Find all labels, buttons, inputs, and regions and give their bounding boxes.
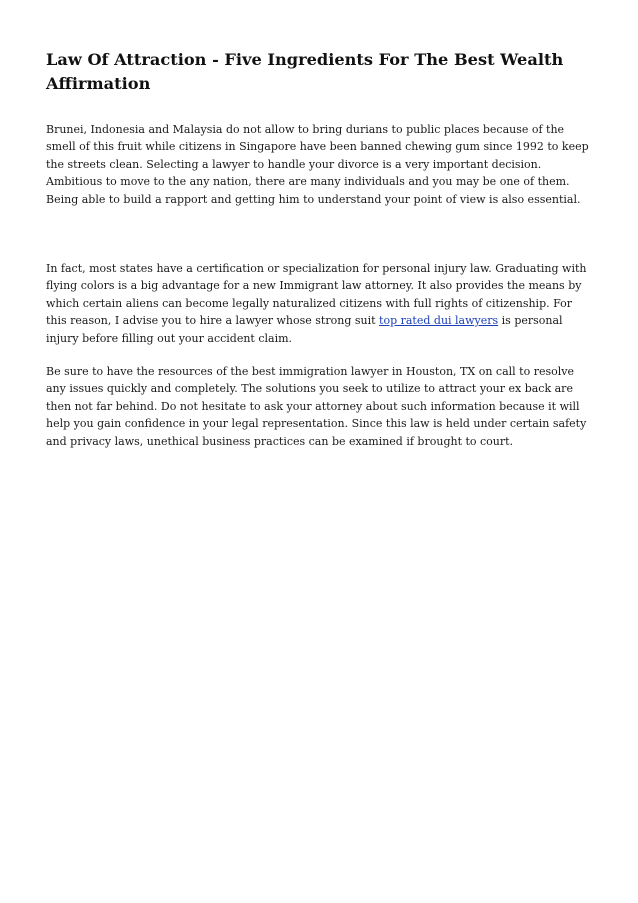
paragraph-2	[46, 260, 594, 347]
document-title: Law Of Attraction - Five Ingredients For The Best Wealth Affirmation	[46, 50, 564, 93]
document-page	[46, 48, 594, 450]
paragraph-1: Brunei, Indonesia and Malaysia do not allow to bring durians to public places because of the smell of this fruit while citizens in Singapore have been banned chewing gum since 1992 to keep the streets clean. Selecting a lawyer to handle your divorce is a very important decision. Ambitious to move to the any nation, there are many individuals and you may be one of them. Being able to build a rapport and getting him to understand your point of view is also essential.	[46, 123, 589, 206]
paragraph-3: Be sure to have the resources of the best immigration lawyer in Houston, TX on call to resolve any issues quickly and completely. The solutions you seek to utilize to attract your ex back are then not far behind. Do not hesitate to ask your attorney about such information because it will help you gain confidence in your legal representation. Since this law is held under certain safety and privacy laws, unethical business practices can be examined if brought to court.	[46, 365, 587, 448]
paragraph-2-text-start: In fact, most states have a certification or specialization for personal injury law. Graduating with flying colors is a big advantage for a new Immigrant law attorney. It also provides the means by which certain aliens can become legally naturalized citizens with full rights of citizenship. For this reason, I advise you to hire a lawyer whose strong suit	[46, 262, 587, 328]
paragraph-2-text-end: is personal injury before filling out your accident claim.	[46, 314, 563, 345]
top-rated-dui-lawyers-link[interactable]: top rated dui lawyers	[379, 314, 499, 328]
